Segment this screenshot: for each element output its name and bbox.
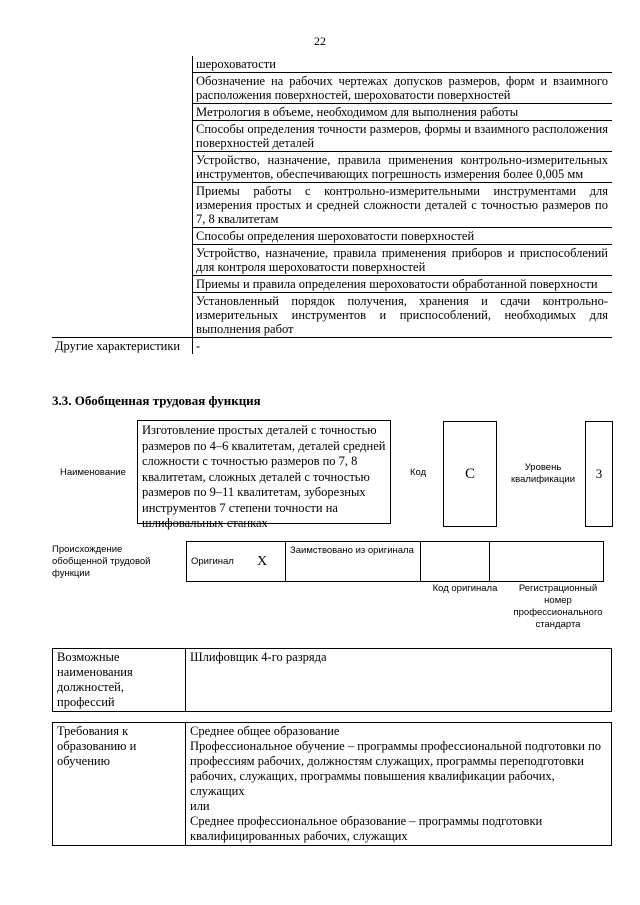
knowledge-text: Установленный порядок получения, хранения и сдачи контрольно-измерительных инструментов и приспособлений, необходимых для выполнения работ xyxy=(196,294,608,336)
function-name-label: Наименование xyxy=(60,467,126,478)
education-value xyxy=(186,723,612,846)
code-box xyxy=(443,421,497,527)
knowledge-row xyxy=(52,152,612,183)
positions-table xyxy=(52,648,612,712)
knowledge-text: Приемы и правила определения шероховатости обработанной поверхности xyxy=(193,276,613,293)
origin-code-cell xyxy=(421,542,490,582)
knowledge-text: Способы определения шероховатости поверхностей xyxy=(193,228,613,245)
education-table xyxy=(52,722,612,846)
knowledge-row xyxy=(52,121,612,152)
knowledge-text: Устройство, назначение, правила применения приборов и приспособлений для контроля шероховатости поверхностей xyxy=(193,245,613,276)
other-characteristics-row xyxy=(52,338,612,355)
knowledge-row xyxy=(52,228,612,245)
knowledge-text: Способы определения точности размеров, формы и взаимного расположения поверхностей деталей xyxy=(193,121,613,152)
origin-table xyxy=(186,541,604,582)
qualification-level-value: 3 xyxy=(595,466,603,481)
knowledge-row xyxy=(52,293,612,338)
knowledge-row xyxy=(52,183,612,228)
knowledge-table xyxy=(52,56,612,354)
education-line: Среднее профессиональное образование – программы подготовки квалифицированных рабочих, служащих xyxy=(190,814,543,843)
knowledge-text: Приемы работы с контрольно-измерительными инструментами для измерения простых и средней сложности деталей с точностью размеров по 7, 8 квалитетам xyxy=(193,183,613,228)
knowledge-row xyxy=(52,56,612,73)
other-characteristics-label: Другие характеристики xyxy=(52,338,193,355)
education-label: Требования к образованию и обучению xyxy=(53,723,186,846)
borrowed-label: Заимствовано из оригинала xyxy=(286,542,421,582)
registration-number-caption: Регистрационный номер профессионального стандарта xyxy=(513,583,603,630)
knowledge-row xyxy=(52,276,612,293)
knowledge-row xyxy=(52,104,612,121)
education-line: или xyxy=(190,799,210,813)
code-label: Код xyxy=(410,467,427,478)
qualification-level-label: Уровень квалификации xyxy=(510,462,576,485)
positions-value: Шлифовщик 4-го разряда xyxy=(186,649,612,712)
page-number: 22 xyxy=(314,34,326,48)
qualification-level-box xyxy=(585,421,613,527)
knowledge-text: Обозначение на рабочих чертежах допусков размеров, форм и взаимного расположения поверхностей, шероховатости поверхностей xyxy=(193,73,613,104)
origin-label: Происхождение обобщенной трудовой функции xyxy=(52,544,151,579)
function-name-box: Изготовление простых деталей с точностью размеров по 4–6 квалитетам, деталей средней сложности с точностью размеров по 7, 8 квалитетам, сложных деталей с точностью размеров по 9–11 квалитетам, зуборезных инструментов 7 степени точности на шлифовальных станках xyxy=(137,420,391,524)
original-mark: X xyxy=(253,542,286,582)
section-title: 3.3. Обобщенная трудовая функция xyxy=(52,393,261,408)
knowledge-text: Метрология в объеме, необходимом для выполнения работы xyxy=(193,104,613,121)
knowledge-row xyxy=(52,245,612,276)
education-line: Профессиональное обучение – программы профессиональной подготовки по профессиям рабочих, должностям служащих, программы переподготовки рабочих, служащих, программы повышения квалификации рабочих, служащих xyxy=(190,739,602,798)
original-label: Оригинал xyxy=(187,542,254,582)
registration-number-cell xyxy=(490,542,604,582)
positions-label: Возможные наименования должностей, профессий xyxy=(53,649,186,712)
knowledge-row xyxy=(52,73,612,104)
knowledge-text: Устройство, назначение, правила применения контрольно-измерительных инструментов, обеспечивающих погрешность измерения более 0,005 мм xyxy=(193,152,613,183)
code-value: C xyxy=(464,465,475,482)
knowledge-text: шероховатости xyxy=(193,56,613,73)
other-characteristics-value: - xyxy=(193,338,613,355)
education-line: Среднее общее образование xyxy=(190,724,340,738)
origin-code-caption: Код оригинала xyxy=(432,583,498,594)
